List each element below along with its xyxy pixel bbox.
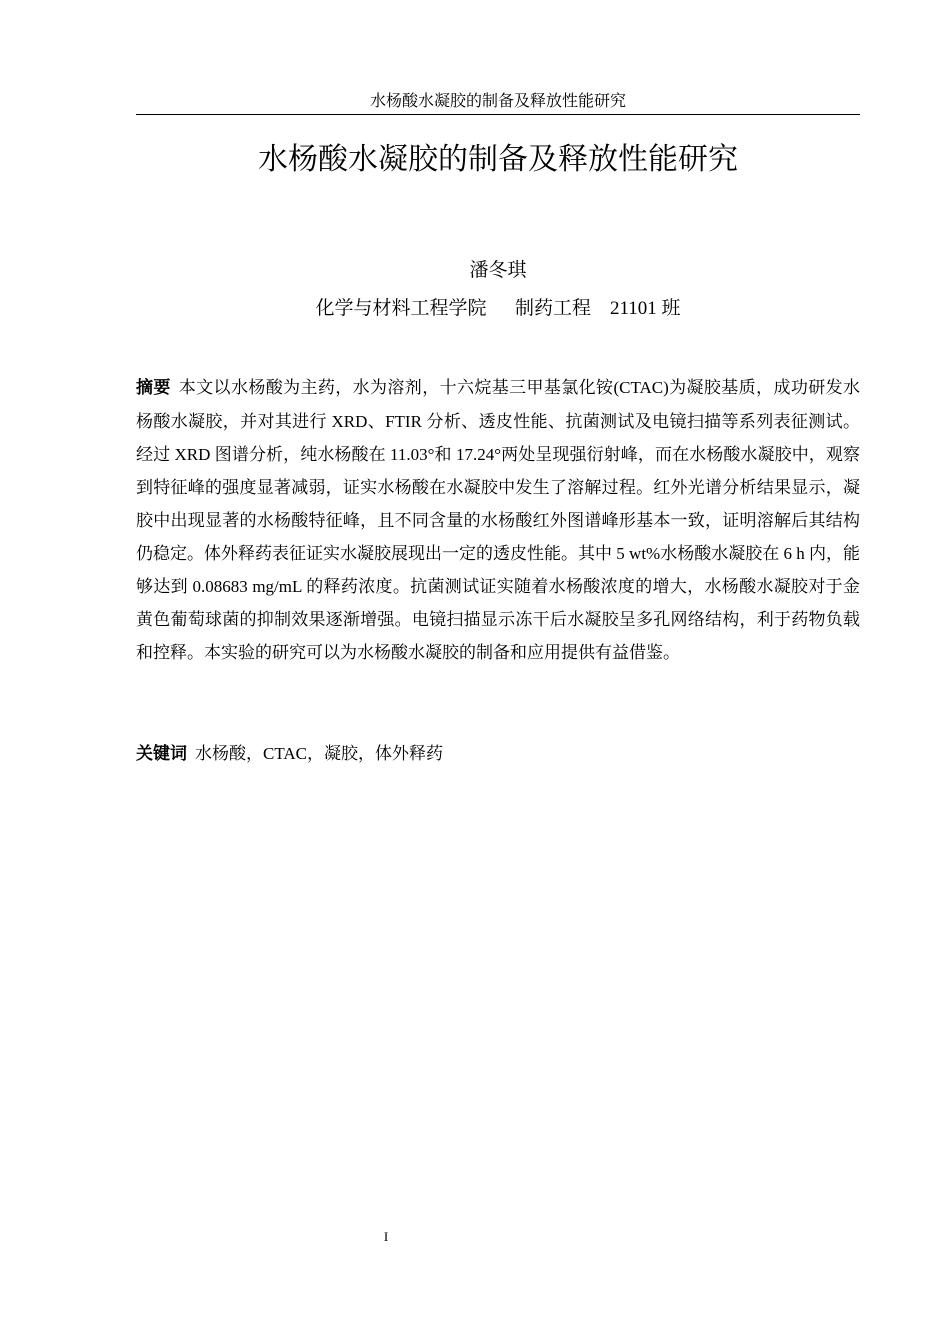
abstract-section	[136, 371, 860, 669]
author-name: 潘冬琪	[469, 260, 527, 281]
keywords-section	[136, 737, 860, 771]
page-number: I	[383, 1229, 389, 1244]
keywords-label: 关键词	[136, 744, 187, 764]
header-rule	[136, 114, 860, 115]
abstract-label: 摘要	[136, 378, 171, 398]
abstract-text: 本文以水杨酸为主药，水为溶剂，十六烷基三甲基氯化铵(CTAC)为凝胶基质，成功研发水杨酸水凝胶，并对其进行 XRD、FTIR 分析、透皮性能、抗菌测试及电镜扫描等系列表征测试。经过 XRD 图谱分析，纯水杨酸在 11.03°和 17.24°两处呈现强衍射峰，而在水杨酸水凝胶中，观察到特征峰的强度显著减弱，证实水杨酸在水凝胶中发生了溶解过程。红外光谱分析结果显示，凝胶中出现显著的水杨酸特征峰，且不同含量的水杨酸红外图谱峰形基本一致，证明溶解后其结构仍稳定。体外释药表征证实水凝胶展现出一定的透皮性能。其中 5 wt%水杨酸水凝胶在 6 h 内，能够达到 0.08683 mg/mL 的释药浓度。抗菌测试证实随着水杨酸浓度的增大，水杨酸水凝胶对于金黄色葡萄球菌的抑制效果逐渐增强。电镜扫描显示冻干后水凝胶呈多孔网络结构，利于药物负载和控释。本实验的研究可以为水杨酸水凝胶的制备和应用提供有益借鉴。	[136, 378, 860, 662]
keywords-text: 水杨酸，CTAC，凝胶，体外释药	[195, 744, 443, 763]
page-title: 水杨酸水凝胶的制备及释放性能研究	[258, 142, 738, 177]
running-header: 水杨酸水凝胶的制备及释放性能研究	[369, 93, 626, 110]
author-affiliation: 化学与材料工程学院 制药工程 21101 班	[315, 298, 681, 319]
